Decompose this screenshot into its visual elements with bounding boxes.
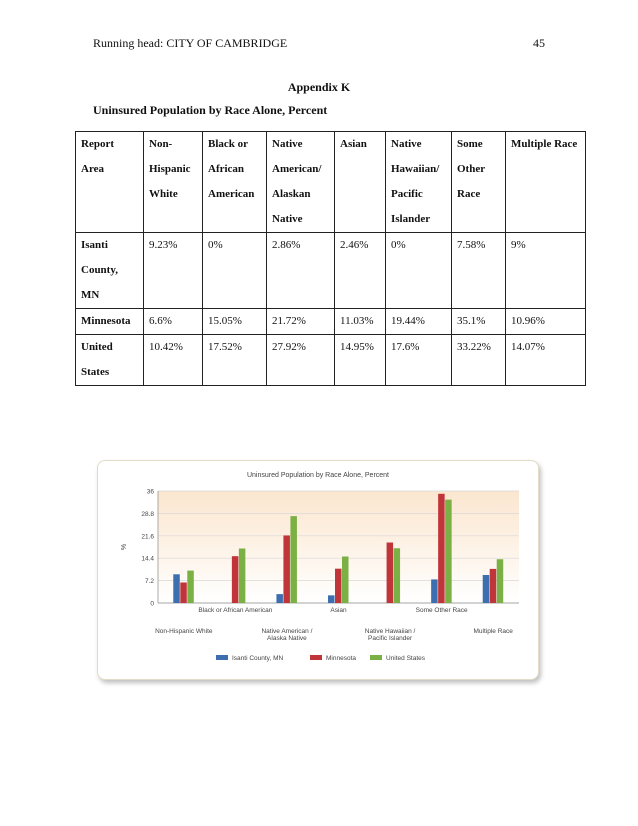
- legend-label: Minnesota: [326, 655, 356, 662]
- bar-minnesota: [438, 494, 445, 603]
- table-title: Uninsured Population by Race Alone, Percent: [93, 103, 328, 117]
- col-header-black-african-american: Black or African American: [203, 132, 267, 233]
- legend-label: Isanti County, MN: [232, 655, 284, 662]
- x-tick-label: Alaska Native: [267, 635, 307, 642]
- y-axis-label: %: [121, 543, 128, 551]
- bar-united-states: [394, 548, 401, 603]
- table-cell: 7.58%: [452, 233, 506, 309]
- table-cell: 35.1%: [452, 309, 506, 335]
- table-header-row: [76, 132, 586, 233]
- table-cell: 14.95%: [335, 335, 386, 386]
- row-header-united-states: United States: [76, 335, 144, 386]
- table-cell: 14.07%: [506, 335, 586, 386]
- col-header-native-hawaiian: Native Hawaiian/ Pacific Islander: [386, 132, 452, 233]
- table-cell: 27.92%: [267, 335, 335, 386]
- bar-isanti-county-mn: [431, 579, 438, 603]
- x-tick-label: Native Hawaiian /: [364, 628, 416, 635]
- col-header-native-american: Native American/ Alaskan Native: [267, 132, 335, 233]
- x-tick-label: Native American /: [261, 628, 313, 635]
- table-cell: 9%: [506, 233, 586, 309]
- x-tick-label: Asian: [330, 607, 347, 614]
- page-number: 45: [533, 36, 545, 50]
- table-row: [76, 335, 586, 386]
- table-cell: 6.6%: [144, 309, 203, 335]
- y-tick-label: 14.4: [141, 555, 154, 563]
- x-tick-label: Pacific Islander: [368, 635, 413, 642]
- table-cell: 9.23%: [144, 233, 203, 309]
- bar-minnesota: [490, 569, 497, 603]
- table-cell: 10.96%: [506, 309, 586, 335]
- table-cell: 2.46%: [335, 233, 386, 309]
- y-tick-label: 7.2: [144, 578, 154, 586]
- table-row: [76, 233, 586, 309]
- bar-minnesota: [232, 556, 239, 603]
- bar-isanti-county-mn: [328, 595, 335, 603]
- table-cell: 0%: [386, 233, 452, 309]
- bar-minnesota: [283, 535, 290, 603]
- table-cell: 15.05%: [203, 309, 267, 335]
- table-cell: 17.6%: [386, 335, 452, 386]
- y-tick-label: 28.8: [141, 510, 154, 518]
- appendix-label: Appendix K: [287, 80, 351, 94]
- bar-isanti-county-mn: [276, 594, 283, 603]
- table-cell: 19.44%: [386, 309, 452, 335]
- table-cell: 33.22%: [452, 335, 506, 386]
- bar-minnesota: [335, 569, 342, 603]
- table-cell: 10.42%: [144, 335, 203, 386]
- legend-swatch: [216, 655, 228, 660]
- x-tick-label: Multiple Race: [473, 628, 513, 635]
- y-tick-label: 21.6: [141, 533, 154, 541]
- y-tick-label: 0: [150, 600, 154, 608]
- bar-united-states: [342, 556, 349, 603]
- x-tick-label: Some Other Race: [415, 607, 468, 614]
- x-tick-label: Black or African American: [198, 607, 273, 614]
- col-header-some-other-race: Some Other Race: [452, 132, 506, 233]
- bar-united-states: [445, 500, 452, 603]
- row-header-isanti: Isanti County, MN: [76, 233, 144, 309]
- bar-united-states: [290, 516, 297, 603]
- bar-united-states: [187, 571, 194, 603]
- bar-isanti-county-mn: [173, 574, 180, 603]
- col-header-report-area: Report Area: [76, 132, 144, 233]
- chart-title: Uninsured Population by Race Alone, Percent: [246, 472, 390, 479]
- x-tick-label: Non-Hispanic White: [155, 628, 213, 635]
- y-tick-label: 36: [146, 488, 154, 496]
- table-cell: 2.86%: [267, 233, 335, 309]
- row-header-minnesota: Minnesota: [76, 309, 144, 335]
- col-header-non-hispanic-white: Non- Hispanic White: [144, 132, 203, 233]
- col-header-asian: Asian: [335, 132, 386, 233]
- legend-swatch: [310, 655, 322, 660]
- table-cell: 11.03%: [335, 309, 386, 335]
- bar-minnesota: [387, 543, 394, 603]
- bar-minnesota: [180, 582, 187, 603]
- legend-swatch: [370, 655, 382, 660]
- bar-chart: [98, 461, 538, 679]
- bar-united-states: [239, 548, 246, 603]
- legend-label: United States: [386, 655, 426, 662]
- table-row: [76, 309, 586, 335]
- uninsured-table: [75, 131, 586, 386]
- table-cell: 0%: [203, 233, 267, 309]
- table-cell: 17.52%: [203, 335, 267, 386]
- running-head: Running head: CITY OF CAMBRIDGE: [93, 36, 288, 50]
- chart-container: [97, 460, 539, 680]
- col-header-multiple-race: Multiple Race: [506, 132, 586, 233]
- bar-isanti-county-mn: [483, 575, 490, 603]
- table-cell: 21.72%: [267, 309, 335, 335]
- bar-united-states: [497, 559, 504, 603]
